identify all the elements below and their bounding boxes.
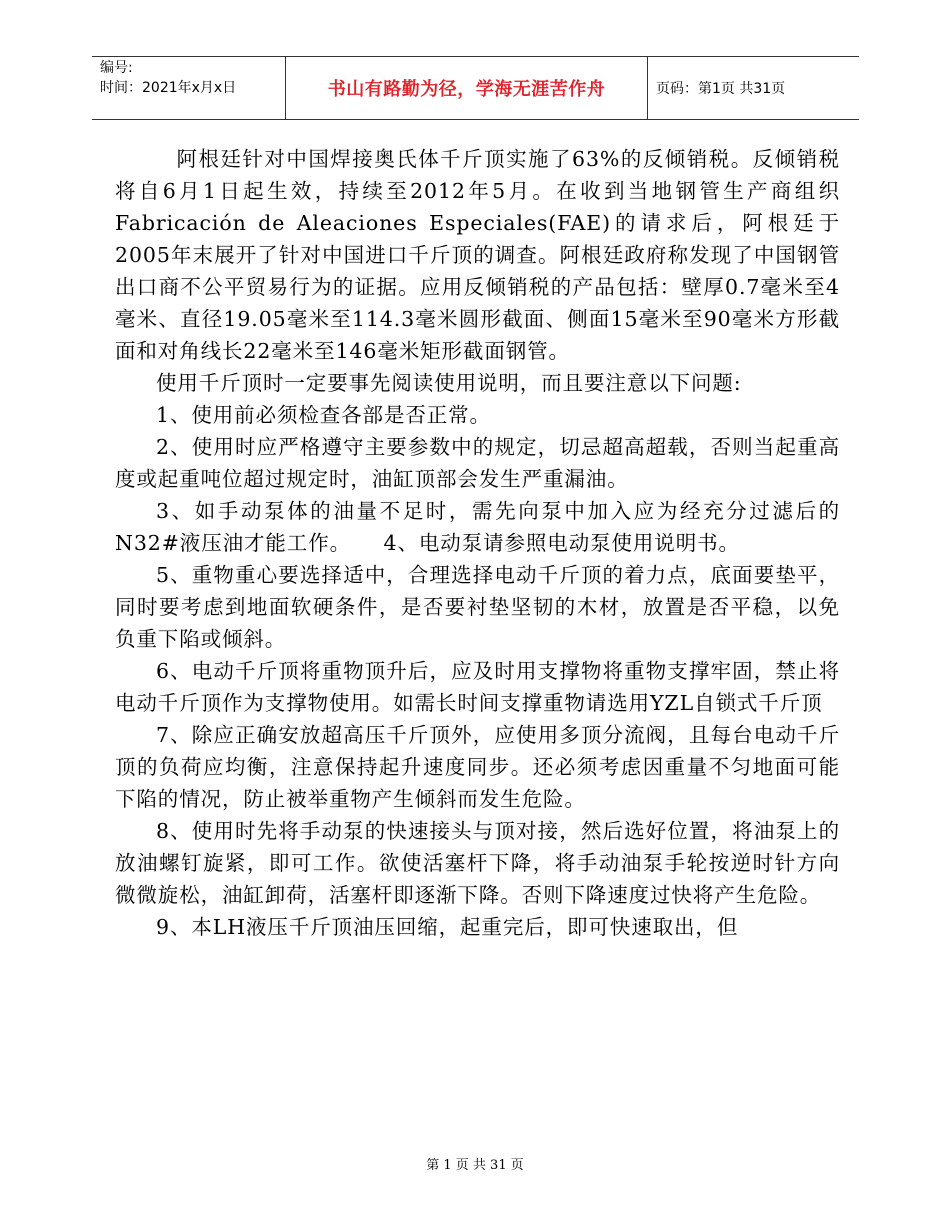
time-label: 时间：2021年x月x日 <box>100 80 237 96</box>
page-footer: 第 1 页 共 31 页 <box>426 1158 524 1173</box>
paragraph: 6、电动千斤顶将重物顶升后，应及时用支撑物将重物支撑牢固，禁止将电动千斤顶作为支撑物使用。如需长时间支撑重物请选用YZL自锁式千斤顶 <box>115 659 840 715</box>
document-body <box>115 143 840 943</box>
header-meta <box>92 57 286 119</box>
paragraph: 5、重物重心要选择适中，合理选择电动千斤顶的着力点，底面要垫平，同时要考虑到地面软硬条件，是否要衬垫坚韧的木材，放置是否平稳，以免负重下陷或倾斜。 <box>115 563 840 651</box>
page-header <box>92 56 859 120</box>
paragraph: 8、使用时先将手动泵的快速接头与顶对接，然后选好位置，将油泵上的放油螺钉旋紧，即可工作。欲使活塞杆下降，将手动油泵手轮按逆时针方向微微旋松，油缸卸荷，活塞杆即逐渐下降。否则下降速度过快将产生危险。 <box>115 819 840 907</box>
paragraph: 使用千斤顶时一定要事先阅读使用说明，而且要注意以下问题: <box>156 371 742 395</box>
number-label: 编号: <box>100 60 133 76</box>
paragraph: 阿根廷针对中国焊接奥氏体千斤顶实施了63%的反倾销税。反倾销税将自6月1日起生效，持续至2012年5月。在收到当地钢管生产商组织Fabricación de Aleaciones Especiales(FAE)的请求后，阿根廷于2005年末展开了针对中国进口千斤顶的调查。阿根廷政府称发现了中国钢管出口商不公平贸易行为的证据。应用反倾销税的产品包括：壁厚0.7毫米至4毫米、直径19.05毫米至114.3毫米圆形截面、侧面15毫米至90毫米方形截面和对角线长22毫米至146毫米矩形截面钢管。 <box>115 147 840 363</box>
paragraph: 3、如手动泵体的油量不足时，需先向泵中加入应为经充分过滤后的N32#液压油才能工作。 4、电动泵请参照电动泵使用说明书。 <box>115 499 840 555</box>
header-motto: 书山有路勤为径，学海无涯苦作舟 <box>286 57 648 119</box>
header-page-info: 页码：第1页 共31页 <box>656 81 786 97</box>
paragraph: 7、除应正确安放超高压千斤顶外，应使用多顶分流阀，且每台电动千斤顶的负荷应均衡，注意保持起升速度同步。还必须考虑因重量不匀地面可能下陷的情况，防止被举重物产生倾斜而发生危险。 <box>115 723 840 811</box>
paragraph: 2、使用时应严格遵守主要参数中的规定，切忌超高超载，否则当起重高度或起重吨位超过规定时，油缸顶部会发生严重漏油。 <box>115 435 840 491</box>
paragraph: 9、本LH液压千斤顶油压回缩，起重完后，即可快速取出，但 <box>156 915 739 939</box>
paragraph: 1、使用前必须检查各部是否正常。 <box>156 403 491 427</box>
